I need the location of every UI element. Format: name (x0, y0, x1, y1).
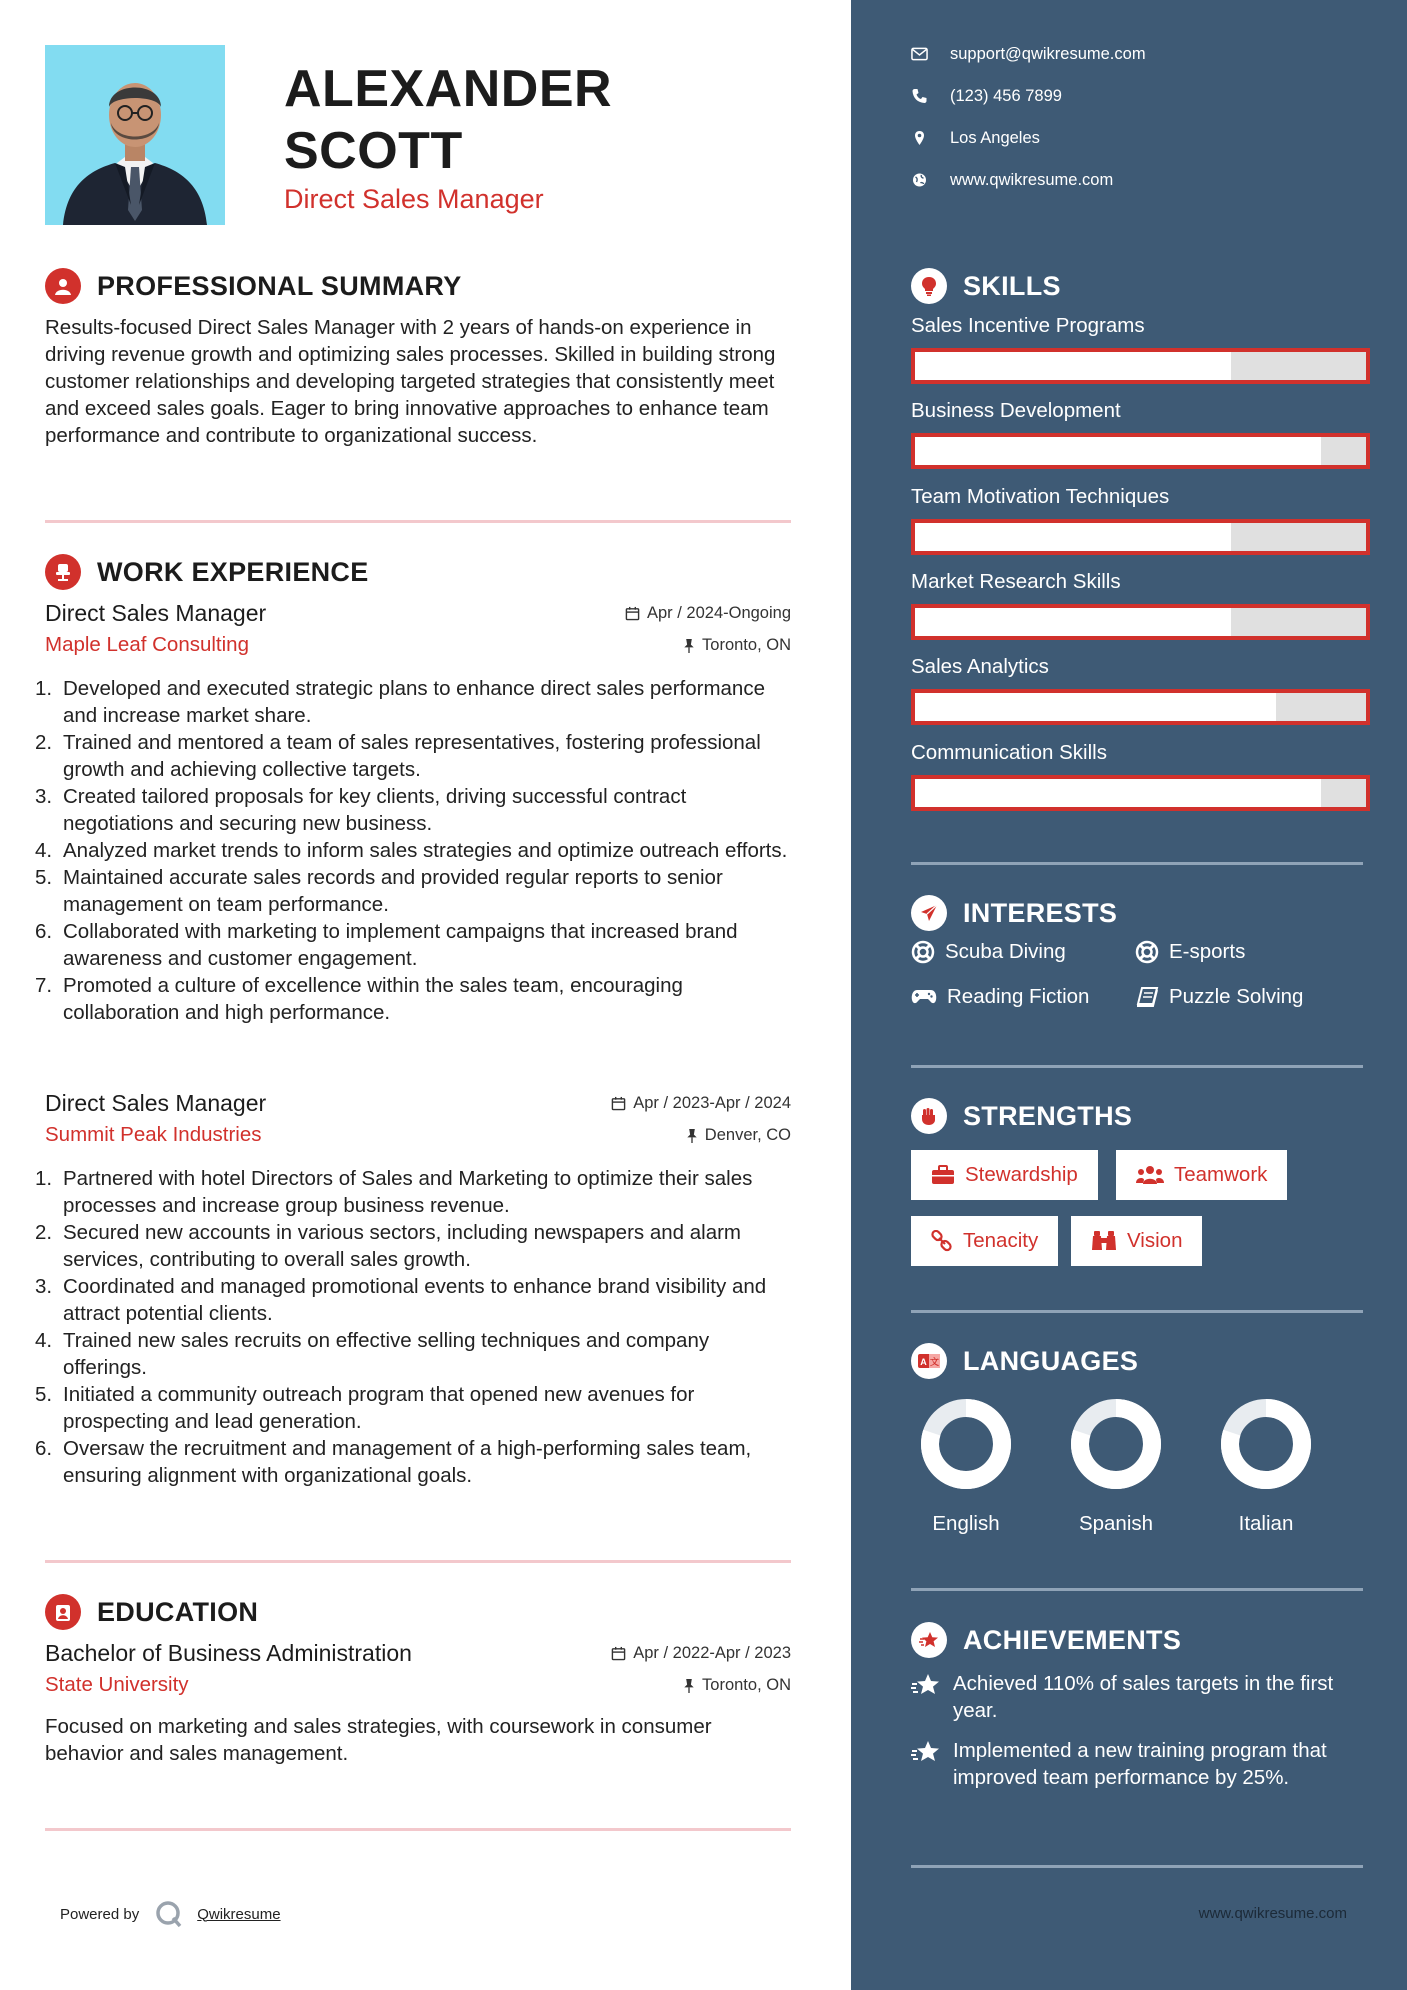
job-dates: Apr / 2024-Ongoing (625, 604, 791, 623)
list-item: 3. Coordinated and managed promotional events to enhance brand visibility and attract potential clients. (35, 1275, 767, 1325)
translate-icon (911, 1343, 947, 1379)
language-ring (918, 1396, 1014, 1492)
skill-fill (915, 437, 1321, 465)
strength-badge: Stewardship (911, 1150, 1098, 1200)
languages-title: LANGUAGES (963, 1345, 1139, 1376)
section-divider (45, 1560, 791, 1563)
user-icon (45, 268, 81, 304)
star-icon (911, 1622, 947, 1658)
strengths-heading (911, 1098, 1132, 1134)
skills-title: SKILLS (963, 270, 1061, 301)
calendar-icon (611, 1096, 626, 1111)
summary-heading (45, 268, 462, 304)
envelope-icon (911, 47, 928, 61)
job-dates: Apr / 2023-Apr / 2024 (611, 1094, 791, 1113)
fist-icon (911, 1098, 947, 1134)
job-bullets (35, 1165, 791, 1489)
skills-heading (911, 268, 1061, 304)
interest-item: Puzzle Solving (1135, 985, 1303, 1009)
job-entry (35, 1090, 791, 1489)
phone-icon (911, 88, 928, 104)
education-dates: Apr / 2022-Apr / 2023 (611, 1644, 791, 1663)
list-item: 3. Created tailored proposals for key clients, driving successful contract negotiations and securing new business. (35, 785, 687, 835)
list-item: 7. Promoted a culture of excellence within the sales team, encouraging collaboration and high performance. (35, 974, 683, 1024)
language-name: Italian (1238, 1512, 1294, 1535)
summary-title: PROFESSIONAL SUMMARY (97, 270, 462, 301)
chair-icon (45, 554, 81, 590)
job-bullets (35, 675, 791, 1026)
list-item: 2. Secured new accounts in various sectors, including newspapers and alarm services, contributing to overall sales growth. (35, 1221, 742, 1271)
skill-item (911, 399, 1371, 469)
section-divider (911, 862, 1363, 865)
name-last: SCOTT (284, 122, 463, 180)
strength-badge: Teamwork (1116, 1150, 1287, 1200)
skill-bar (911, 348, 1370, 384)
language-item (1211, 1396, 1321, 1536)
skill-item (911, 741, 1371, 811)
list-item: 2. Trained and mentored a team of sales representatives, fostering professional growth and achieving collective targets. (35, 731, 761, 781)
job-location: Toronto, ON (683, 636, 791, 655)
skill-label: Communication Skills (911, 741, 1107, 764)
powered-by: Powered by Qwikresume (60, 1900, 281, 1928)
skill-bar (911, 689, 1370, 725)
language-ring (1068, 1396, 1164, 1492)
strength-badge: Vision (1071, 1216, 1202, 1266)
gamepad-icon (911, 987, 937, 1007)
paper-plane-icon (911, 895, 947, 931)
skill-bar (911, 433, 1370, 469)
skill-fill (915, 779, 1321, 807)
strength-badge: Tenacity (911, 1216, 1058, 1266)
sidebar (851, 0, 1407, 1990)
list-item: 4. Analyzed market trends to inform sales strategies and optimize outreach efforts. (35, 839, 788, 862)
calendar-icon (625, 606, 640, 621)
interests-heading (911, 895, 1117, 931)
calendar-icon (611, 1646, 626, 1661)
section-divider (911, 1065, 1363, 1068)
job-location: Denver, CO (686, 1126, 791, 1145)
location-pin-icon (911, 130, 928, 146)
achievement-item: Implemented a new training program that improved team performance by 25%. (911, 1737, 1371, 1791)
section-divider (911, 1310, 1363, 1313)
binoculars-icon (1091, 1230, 1117, 1252)
education-title: EDUCATION (97, 1596, 259, 1627)
link-icon (931, 1230, 953, 1252)
interest-item: Scuba Diving (911, 940, 1066, 964)
skill-item (911, 655, 1371, 725)
pin-icon (683, 1678, 695, 1693)
skill-fill (915, 608, 1231, 636)
education-text: Focused on marketing and sales strategies, with coursework in consumer behavior and sales management. (45, 1715, 712, 1765)
skill-bar (911, 604, 1370, 640)
language-name: English (932, 1512, 1000, 1535)
profile-photo (45, 45, 225, 225)
degree: Bachelor of Business Administration (45, 1640, 412, 1666)
lifebuoy-icon (1135, 940, 1159, 964)
list-item: 6. Oversaw the recruitment and management of a high-performing sales team, ensuring alignment with organizational goals. (35, 1437, 752, 1487)
skill-label: Market Research Skills (911, 570, 1121, 593)
languages-heading (911, 1343, 1138, 1379)
contact-phone: (123) 456 7899 (911, 75, 1371, 117)
skill-fill (915, 352, 1231, 380)
skill-item (911, 485, 1371, 555)
pin-icon (683, 638, 695, 653)
summary-text: Results-focused Direct Sales Manager with 2 years of hands-on experience in driving revenue growth and optimizing sales processes. Skilled in building strong customer relationships and developing targeted strategies that consistently meet and exceed sales goals. Eager to bring innovative approaches to enhance team performance and contribute to organizational success. (45, 316, 776, 447)
language-item (911, 1396, 1021, 1536)
achievements-heading (911, 1622, 1181, 1658)
skill-label: Sales Analytics (911, 655, 1049, 678)
education-entry (45, 1640, 791, 1767)
skill-bar (911, 519, 1370, 555)
contact-website: www.qwikresume.com (911, 159, 1371, 201)
lifebuoy-icon (911, 940, 935, 964)
section-divider (911, 1865, 1363, 1868)
star-icon (911, 1672, 941, 1698)
interest-item: Reading Fiction (911, 985, 1089, 1009)
interests-title: INTERESTS (963, 897, 1118, 928)
book-icon (1135, 986, 1159, 1008)
experience-title: WORK EXPERIENCE (97, 556, 369, 587)
svg-text:文: 文 (929, 1357, 940, 1367)
qwikresume-link[interactable]: Qwikresume (197, 1905, 281, 1923)
skill-item (911, 314, 1371, 384)
skill-label: Business Development (911, 399, 1121, 422)
job-entry (35, 600, 791, 1026)
users-icon (1136, 1165, 1164, 1185)
skill-bar (911, 775, 1370, 811)
interest-item: E-sports (1135, 940, 1245, 964)
lightbulb-icon (911, 268, 947, 304)
strengths-title: STRENGTHS (963, 1100, 1133, 1131)
job-company: Maple Leaf Consulting (45, 633, 249, 656)
education-heading (45, 1594, 258, 1630)
skill-label: Sales Incentive Programs (911, 314, 1145, 337)
list-item: 4. Trained new sales recruits on effective selling techniques and company offerings. (35, 1329, 710, 1379)
qwikresume-logo-icon (155, 1900, 183, 1928)
footer-website[interactable]: www.qwikresume.com (1198, 1905, 1347, 1922)
skill-fill (915, 523, 1231, 551)
graduate-icon (45, 1594, 81, 1630)
job-position: Direct Sales Manager (45, 600, 267, 626)
skill-item (911, 570, 1371, 640)
name-block (284, 58, 612, 215)
svg-text:A: A (920, 1357, 927, 1367)
briefcase-icon (931, 1165, 955, 1185)
list-item: 5. Maintained accurate sales records and provided regular reports to senior management on team performance. (35, 866, 723, 916)
contact-list (911, 33, 1371, 201)
section-divider (45, 520, 791, 523)
section-divider (911, 1588, 1363, 1591)
skill-fill (915, 693, 1276, 721)
list-item: 6. Collaborated with marketing to implement campaigns that increased brand awareness and customer engagement. (35, 920, 738, 970)
contact-location: Los Angeles (911, 117, 1371, 159)
language-ring (1218, 1396, 1314, 1492)
list-item: 1. Partnered with hotel Directors of Sales and Marketing to optimize their sales processes and increase group business revenue. (35, 1167, 753, 1217)
section-divider (45, 1828, 791, 1831)
list-item: 5. Initiated a community outreach program that opened new avenues for prospecting and lead generation. (35, 1383, 695, 1433)
pin-icon (686, 1128, 698, 1143)
job-position: Direct Sales Manager (45, 1090, 267, 1116)
globe-icon (911, 172, 928, 188)
language-item (1061, 1396, 1171, 1536)
skill-label: Team Motivation Techniques (911, 485, 1170, 508)
contact-email: support@qwikresume.com (911, 33, 1371, 75)
name-first: ALEXANDER (284, 60, 613, 118)
achievement-item: Achieved 110% of sales targets in the first year. (911, 1670, 1371, 1724)
education-location: Toronto, ON (683, 1676, 791, 1695)
job-title: Direct Sales Manager (284, 184, 544, 214)
list-item: 1. Developed and executed strategic plans to enhance direct sales performance and increase market share. (35, 677, 765, 727)
experience-heading (45, 554, 369, 590)
star-icon (911, 1739, 941, 1765)
school: State University (45, 1673, 189, 1696)
achievements-title: ACHIEVEMENTS (963, 1624, 1182, 1655)
job-company: Summit Peak Industries (45, 1123, 262, 1146)
language-name: Spanish (1078, 1512, 1154, 1535)
